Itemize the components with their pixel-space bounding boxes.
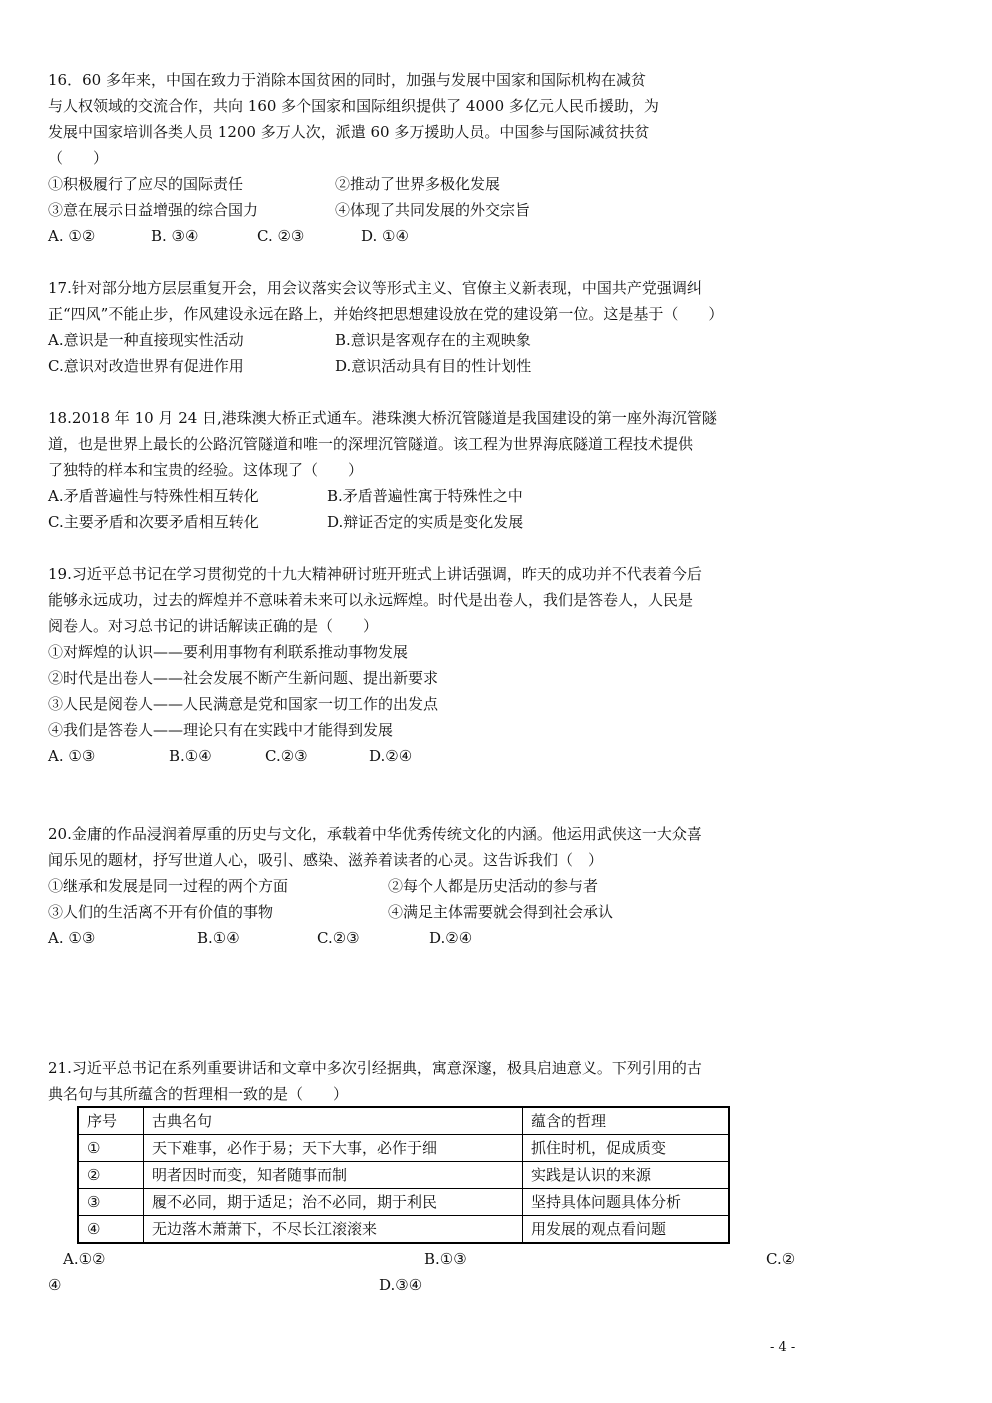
question-19-choices-row	[48, 743, 818, 769]
question-17-choices-row	[48, 327, 818, 353]
question-21	[48, 1055, 818, 1107]
statement-1: ①积极履行了应尽的国际责任	[48, 175, 244, 193]
question-20-statements-row	[48, 873, 818, 899]
question-16-statements-row	[48, 171, 818, 197]
choice-c[interactable]: C.意识对改造世界有促进作用	[48, 357, 244, 375]
table-header-row	[78, 1107, 729, 1135]
question-19-stem-line: 19.习近平总书记在学习贯彻党的十九大精神研讨班开班式上讲话强调，昨天的成功并不代表着今后	[48, 565, 702, 583]
choice-b[interactable]: B.①③	[424, 1250, 467, 1268]
question-16-statements-row	[48, 197, 818, 223]
choice-b[interactable]: B.①④	[169, 747, 212, 765]
table-cell: 天下难事，必作于易；天下大事，必作于细	[144, 1135, 523, 1162]
choice-a[interactable]: A. ①③	[48, 929, 96, 947]
choice-b[interactable]: B.①④	[197, 929, 240, 947]
question-17	[48, 275, 818, 379]
question-20	[48, 821, 818, 951]
statement-4: ④满足主体需要就会得到社会承认	[388, 903, 614, 921]
question-21-choices-row	[48, 1246, 818, 1272]
table-cell: 抓住时机，促成质变	[523, 1135, 730, 1162]
statement-4: ④我们是答卷人——理论只有在实践中才能得到发展	[48, 721, 394, 739]
choice-c[interactable]: C.②	[766, 1250, 796, 1268]
question-17-stem-line: 正“四风”不能止步，作风建设永远在路上，并始终把思想建设放在党的建设第一位。这是基于（ ）	[48, 305, 724, 323]
table-cell: ③	[78, 1189, 144, 1216]
quotes-table	[77, 1106, 730, 1244]
question-16-stem-line: 发展中国家培训各类人员 1200 多万人次，派遣 60 多万援助人员。中国参与国际减贫扶贫	[48, 123, 650, 141]
question-20-choices-row	[48, 925, 818, 951]
choice-c[interactable]: C. ②③	[257, 227, 305, 245]
question-21-choices	[48, 1246, 818, 1298]
choice-a[interactable]: A. ①③	[48, 747, 96, 765]
question-18-choices-row	[48, 509, 818, 535]
question-19-stem-line: 能够永远成功，过去的辉煌并不意味着未来可以永远辉煌。时代是出卷人，我们是答卷人，人民是	[48, 591, 694, 609]
table-cell: ④	[78, 1216, 144, 1244]
table-cell: ②	[78, 1162, 144, 1189]
choice-b[interactable]: B.矛盾普遍性寓于特殊性之中	[327, 487, 523, 505]
choice-a[interactable]: A.矛盾普遍性与特殊性相互转化	[48, 487, 259, 505]
page-number: - 4 -	[770, 1340, 796, 1355]
choice-c[interactable]: C.主要矛盾和次要矛盾相互转化	[48, 513, 259, 531]
table-cell: 实践是认识的来源	[523, 1162, 730, 1189]
statement-2: ②推动了世界多极化发展	[335, 175, 501, 193]
choice-b[interactable]: B. ③④	[151, 227, 199, 245]
question-20-stem-line: 闻乐见的题材，抒写世道人心，吸引、感染、滋养着读者的心灵。这告诉我们（ ）	[48, 851, 604, 869]
table-row	[78, 1189, 729, 1216]
question-19-stem-line: 阅卷人。对习总书记的讲话解读正确的是（ ）	[48, 617, 379, 635]
choice-c[interactable]: C.②③	[265, 747, 308, 765]
table-cell: 无边落木萧萧下，不尽长江滚滚来	[144, 1216, 523, 1244]
table-cell: ①	[78, 1135, 144, 1162]
table-row	[78, 1216, 729, 1244]
question-18	[48, 405, 818, 535]
choice-d[interactable]: D.②④	[369, 747, 413, 765]
statement-3: ③人民是阅卷人——人民满意是党和国家一切工作的出发点	[48, 695, 439, 713]
question-21-stem-line: 典名句与其所蕴含的哲理相一致的是（ ）	[48, 1085, 349, 1103]
statement-1: ①继承和发展是同一过程的两个方面	[48, 877, 289, 895]
choice-a[interactable]: A. ①②	[48, 227, 96, 245]
table-row	[78, 1135, 729, 1162]
question-16	[48, 67, 818, 249]
question-21-choices-row	[48, 1272, 818, 1298]
question-18-choices-row	[48, 483, 818, 509]
choice-d[interactable]: D.③④	[379, 1276, 423, 1294]
statement-3: ③意在展示日益增强的综合国力	[48, 201, 259, 219]
table-cell: 坚持具体问题具体分析	[523, 1189, 730, 1216]
question-16-choices-row	[48, 223, 818, 249]
statement-2: ②时代是出卷人——社会发展不断产生新问题、提出新要求	[48, 669, 439, 687]
table-header-cell: 古典名句	[144, 1107, 523, 1135]
question-21-stem-line: 21.习近平总书记在系列重要讲话和文章中多次引经据典，寓意深邃，极具启迪意义。下列引用的古	[48, 1059, 702, 1077]
question-20-statements-row	[48, 899, 818, 925]
question-17-choices-row	[48, 353, 818, 379]
table-cell: 明者因时而变，知者随事而制	[144, 1162, 523, 1189]
choice-c-continued[interactable]: ④	[48, 1276, 62, 1294]
question-18-stem-line: 了独特的样本和宝贵的经验。这体现了（ ）	[48, 461, 364, 479]
table-cell: 履不必同，期于适足；治不必同，期于利民	[144, 1189, 523, 1216]
choice-c[interactable]: C.②③	[317, 929, 360, 947]
statement-3: ③人们的生活离不开有价值的事物	[48, 903, 274, 921]
choice-d[interactable]: D.②④	[429, 929, 473, 947]
question-16-stem-line: 与人权领域的交流合作，共向 160 多个国家和国际组织提供了 4000 多亿元人民币援助，为	[48, 97, 659, 115]
question-18-stem-line: 道，也是世界上最长的公路沉管隧道和唯一的深埋沉管隧道。该工程为世界海底隧道工程技术提供	[48, 435, 694, 453]
question-17-stem-line: 17.针对部分地方层层重复开会，用会议落实会议等形式主义、官僚主义新表现，中国共产党强调纠	[48, 279, 702, 297]
statement-1: ①对辉煌的认识——要利用事物有利联系推动事物发展	[48, 643, 409, 661]
question-16-stem-line: 16．60 多年来，中国在致力于消除本国贫困的同时，加强与发展中国家和国际机构在减贫	[48, 71, 646, 89]
choice-b[interactable]: B.意识是客观存在的主观映象	[335, 331, 531, 349]
table-row	[78, 1162, 729, 1189]
statement-2: ②每个人都是历史活动的参与者	[388, 877, 599, 895]
choice-a[interactable]: A.意识是一种直接现实性活动	[48, 331, 244, 349]
table-cell: 用发展的观点看问题	[523, 1216, 730, 1244]
question-16-answer-bracket: （ ）	[48, 149, 109, 167]
choice-d[interactable]: D.辩证否定的实质是变化发展	[327, 513, 524, 531]
table-header-cell: 序号	[78, 1107, 144, 1135]
question-19	[48, 561, 818, 769]
question-18-stem-line: 18.2018 年 10 月 24 日,港珠澳大桥正式通车。港珠澳大桥沉管隧道是我国建设的第一座外海沉管隧	[48, 409, 717, 427]
table-header-cell: 蕴含的哲理	[523, 1107, 730, 1135]
choice-a[interactable]: A.①②	[63, 1250, 106, 1268]
statement-4: ④体现了共同发展的外交宗旨	[335, 201, 531, 219]
choice-d[interactable]: D.意识活动具有目的性计划性	[335, 357, 532, 375]
question-20-stem-line: 20.金庸的作品浸润着厚重的历史与文化，承载着中华优秀传统文化的内涵。他运用武侠这一大众喜	[48, 825, 702, 843]
choice-d[interactable]: D. ①④	[361, 227, 409, 245]
